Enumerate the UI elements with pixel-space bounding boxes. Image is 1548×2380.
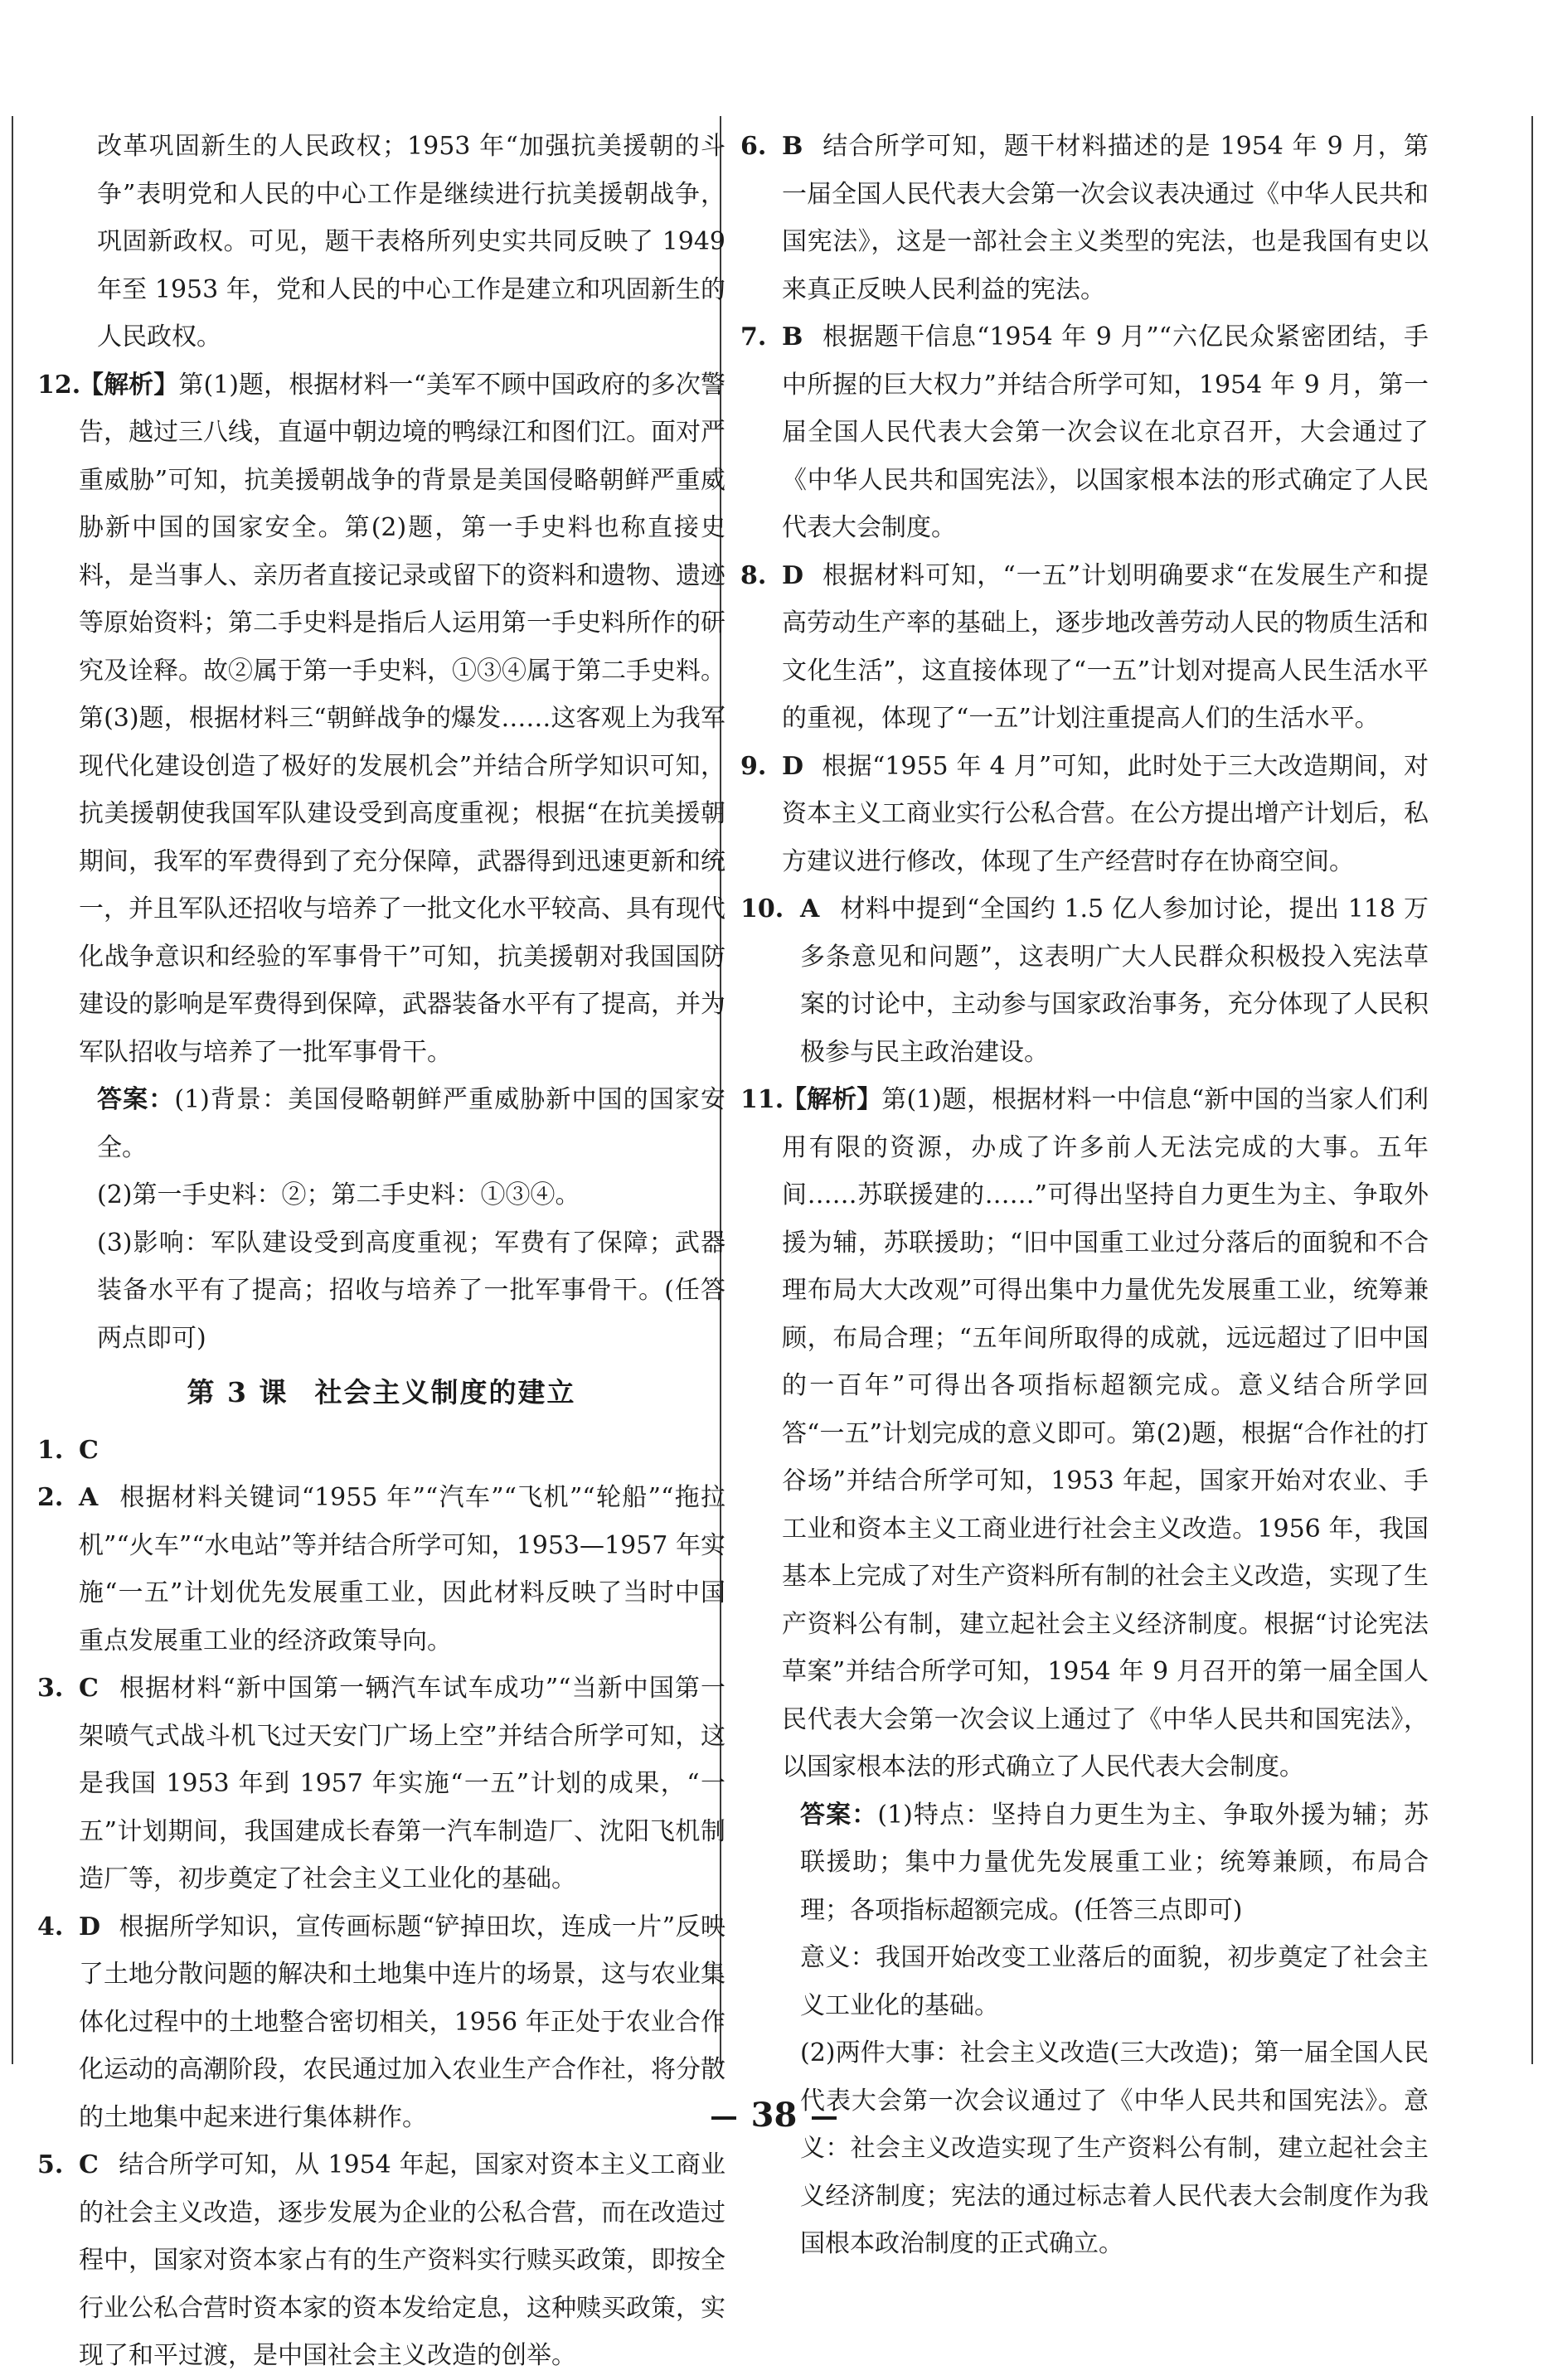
question-11-answer-1-row [740, 1791, 1429, 1935]
question-12-answer-3: (3)影响：军队建设受到高度重视；军费有了保障；武器装备水平有了提高；招收与培养了一批军事骨干。(任答两点即可) [97, 1228, 725, 1353]
page-number-right-dash [812, 2116, 837, 2120]
question-9-explanation: 根据“1955 年 4 月”可知，此时处于三大改造期间，对资本主义工商业实行公私合营。在公方提出增产计划后，私方建议进行修改，体现了生产经营时存在协商空间。 [782, 751, 1429, 876]
question-12-answer-3-row [37, 1219, 725, 1363]
question-8-number: 8. [740, 560, 767, 590]
question-11-analysis-text: 第(1)题，根据材料一中信息“新中国的当家人们利用有限的资源，办成了许多前人无法完成的大事。五年间……苏联援建的……”可得出坚持自力更生为主、争取外援为辅，苏联援助；“旧中国重工业过分落后的面貌和不合理布局大大改观”可得出集中力量优先发展重工业，统筹兼顾，布局合理；“五年间所取得的成就，远远超过了旧中国的一百年”可得出各项指标超额完成。意义结合所学回答“一五”计划完成的意义即可。第(2)题，根据“合作社的打谷场”并结合所学可知，1953 年起，国家开始对农业、手工业和资本主义工商业进行社会主义改造。1956 年，我国基本上完成了对生产资料所有制的社会主义改造，实现了生产资料公有制，建立起社会主义经济制度。根据“讨论宪法草案”并结合所学可知，1954 年 9 月召开的第一届全国人民代表大会第一次会议上通过了《中华人民共和国宪法》，以国家根本法的形式确立了人民代表大会制度。 [782, 1085, 1429, 1781]
question-12-answer-2: (2)第一手史料：②；第二手史料：①③④。 [97, 1180, 580, 1209]
question-7-answer-letter: B [782, 322, 803, 351]
question-7-explanation: 根据题干信息“1954 年 9 月”“六亿民众紧密团结，手中所握的巨大权力”并结合所学可知，1954 年 9 月，第一届全国人民代表大会第一次会议在北京召开，大会通过了《中华人民共和国宪法》，以国家根本法的形式确定了人民代表大会制度。 [782, 322, 1429, 542]
question-3-explanation: 根据材料“新中国第一辆汽车试车成功”“当新中国第一架喷气式战斗机飞过天安门广场上空”并结合所学可知，这是我国 1953 年到 1957 年实施“一五”计划的成果，“一五”计划期间，我国建成长春第一汽车制造厂、沈阳飞机制造厂等，初步奠定了社会主义工业化的基础。 [79, 1674, 725, 1893]
question-7-number: 7. [740, 322, 767, 351]
question-5-answer-letter: C [79, 2150, 99, 2179]
question-11 [740, 1076, 1429, 1791]
left-column [37, 123, 725, 2380]
question-2-explanation: 根据材料关键词“1955 年”“汽车”“飞机”“轮船”“拖拉机”“火车”“水电站”等并结合所学可知，1953—1957 年实施“一五”计划优先发展重工业，因此材料反映了当时中国重点发展重工业的经济政策导向。 [79, 1483, 725, 1655]
lesson-title-name: 社会主义制度的建立 [314, 1376, 576, 1408]
question-11-answer-3-row [740, 2029, 1429, 2268]
question-12-answer-1-row [37, 1076, 725, 1171]
question-11-number: 11. [740, 1085, 784, 1114]
question-4-answer-letter: D [79, 1912, 101, 1941]
question-11-answer-2-row [740, 1934, 1429, 2029]
page-number [0, 2096, 1548, 2135]
question-10-explanation: 材料中提到“全国约 1.5 亿人参加讨论，提出 118 万多条意见和问题”，这表明广大人民群众积极投入宪法草案的讨论中，主动参与国家政治事务，充分体现了人民积极参与民主政治建设。 [800, 894, 1429, 1067]
question-5-explanation: 结合所学可知，从 1954 年起，国家对资本主义工商业的社会主义改造，逐步发展为企业的公私合营，而在改造过程中，国家对资本家占有的生产资料实行赎买政策，即按全行业公私合营时资本家的资本发给定息，这种赎买政策，实现了和平过渡，是中国社会主义改造的创举。 [79, 2150, 725, 2370]
question-3-number: 3. [37, 1674, 64, 1703]
question-12-answer-2-row [37, 1171, 725, 1219]
right-border-rule [1531, 116, 1533, 2064]
question-12 [37, 361, 725, 1077]
question-5 [37, 2141, 725, 2380]
right-column [740, 123, 1429, 2268]
question-2 [37, 1474, 725, 1665]
question-4-explanation: 根据所学知识，宣传画标题“铲掉田坎，连成一片”反映了土地分散问题的解决和土地集中连片的场景，这与农业集体化过程中的土地整合密切相关，1956 年正处于农业合作化运动的高潮阶段，农民通过加入农业生产合作社，将分散的土地集中起来进行集体耕作。 [79, 1912, 725, 2132]
question-7 [740, 313, 1429, 552]
question-10-number: 10. [740, 894, 784, 923]
question-3 [37, 1665, 725, 1903]
intro-paragraph [37, 123, 725, 361]
question-10 [740, 885, 1429, 1076]
lesson-title-number: 第 3 课 [187, 1376, 289, 1408]
question-11-answer-label: 答案： [800, 1800, 878, 1830]
question-8-answer-letter: D [782, 560, 804, 590]
intro-paragraph-text: 改革巩固新生的人民政权；1953 年“加强抗美援朝的斗争”表明党和人民的中心工作是继续进行抗美援朝战争，巩固新政权。可见，题干表格所列史实共同反映了 1949 年至 1953 年，党和人民的中心工作是建立和巩固新生的人民政权。 [97, 132, 725, 351]
question-12-number: 12. [37, 370, 81, 400]
question-11-analysis-tag: 【解析】 [782, 1085, 882, 1114]
question-6-answer-letter: B [782, 132, 803, 161]
question-6 [740, 123, 1429, 313]
question-12-analysis-tag: 【解析】 [79, 370, 179, 400]
question-12-answer-1: (1)背景：美国侵略朝鲜严重威胁新中国的国家安全。 [97, 1085, 725, 1162]
question-1 [37, 1427, 725, 1475]
question-8-explanation: 根据材料可知，“一五”计划明确要求“在发展生产和提高劳动生产率的基础上，逐步地改善劳动人民的物质生活和文化生活”，这直接体现了“一五”计划对提高人民生活水平的重视，体现了“一五”计划注重提高人们的生活水平。 [782, 560, 1429, 733]
lesson-title [37, 1369, 725, 1417]
question-12-analysis-text: 第(1)题，根据材料一“美军不顾中国政府的多次警告，越过三八线，直逼中朝边境的鸭绿江和图们江。面对严重威胁”可知，抗美援朝战争的背景是美国侵略朝鲜严重威胁新中国的国家安全。第(2)题，第一手史料也称直接史料，是当事人、亲历者直接记录或留下的资料和遗物、遗迹等原始资料；第二手史料是指后人运用第一手史料所作的研究及诠释。故②属于第一手史料，①③④属于第二手史料。第(3)题，根据材料三“朝鲜战争的爆发……这客观上为我军现代化建设创造了极好的发展机会”并结合所学知识可知，抗美援朝使我国军队建设受到高度重视；根据“在抗美援朝期间，我军的军费得到了充分保障，武器得到迅速更新和统一，并且军队还招收与培养了一批文化水平较高、具有现代化战争意识和经验的军事骨干”可知，抗美援朝对我国国防建设的影响是军费得到保障，武器装备水平有了提高，并为军队招收与培养了一批军事骨干。 [79, 370, 726, 1067]
question-8 [740, 552, 1429, 743]
question-1-answer-letter: C [79, 1435, 99, 1465]
question-10-answer-letter: A [800, 894, 820, 923]
question-12-answer-label: 答案： [97, 1085, 175, 1114]
question-1-number: 1. [37, 1435, 64, 1465]
question-2-number: 2. [37, 1483, 64, 1512]
question-6-explanation: 结合所学可知，题干材料描述的是 1954 年 9 月，第一届全国人民代表大会第一次会议表决通过《中华人民共和国宪法》，这是一部社会主义类型的宪法，也是我国有史以来真正反映人民利益的宪法。 [782, 132, 1429, 304]
question-5-number: 5. [37, 2150, 64, 2179]
question-9-answer-letter: D [782, 751, 804, 781]
question-2-answer-letter: A [79, 1483, 99, 1512]
left-border-rule [12, 116, 13, 2064]
page-number-value: 38 [750, 2096, 798, 2135]
question-3-answer-letter: C [79, 1674, 99, 1703]
question-11-answer-2: 意义：我国开始改变工业落后的面貌，初步奠定了社会主义工业化的基础。 [800, 1943, 1429, 2020]
question-11-answer-1: (1)特点：坚持自力更生为主、争取外援为辅；苏联援助；集中力量优先发展重工业；统筹兼顾，布局合理；各项指标超额完成。(任答三点即可) [800, 1800, 1429, 1925]
question-6-number: 6. [740, 132, 767, 161]
page-number-left-dash [711, 2116, 736, 2120]
question-11-answer-3: (2)两件大事：社会主义改造(三大改造)；第一届全国人民代表大会第一次会议通过了《中华人民共和国宪法》。意义：社会主义改造实现了生产资料公有制，建立起社会主义经济制度；宪法的通过标志着人民代表大会制度作为我国根本政治制度的正式确立。 [800, 2038, 1429, 2258]
question-9-number: 9. [740, 751, 767, 781]
question-9 [740, 743, 1429, 886]
question-4-number: 4. [37, 1912, 64, 1941]
